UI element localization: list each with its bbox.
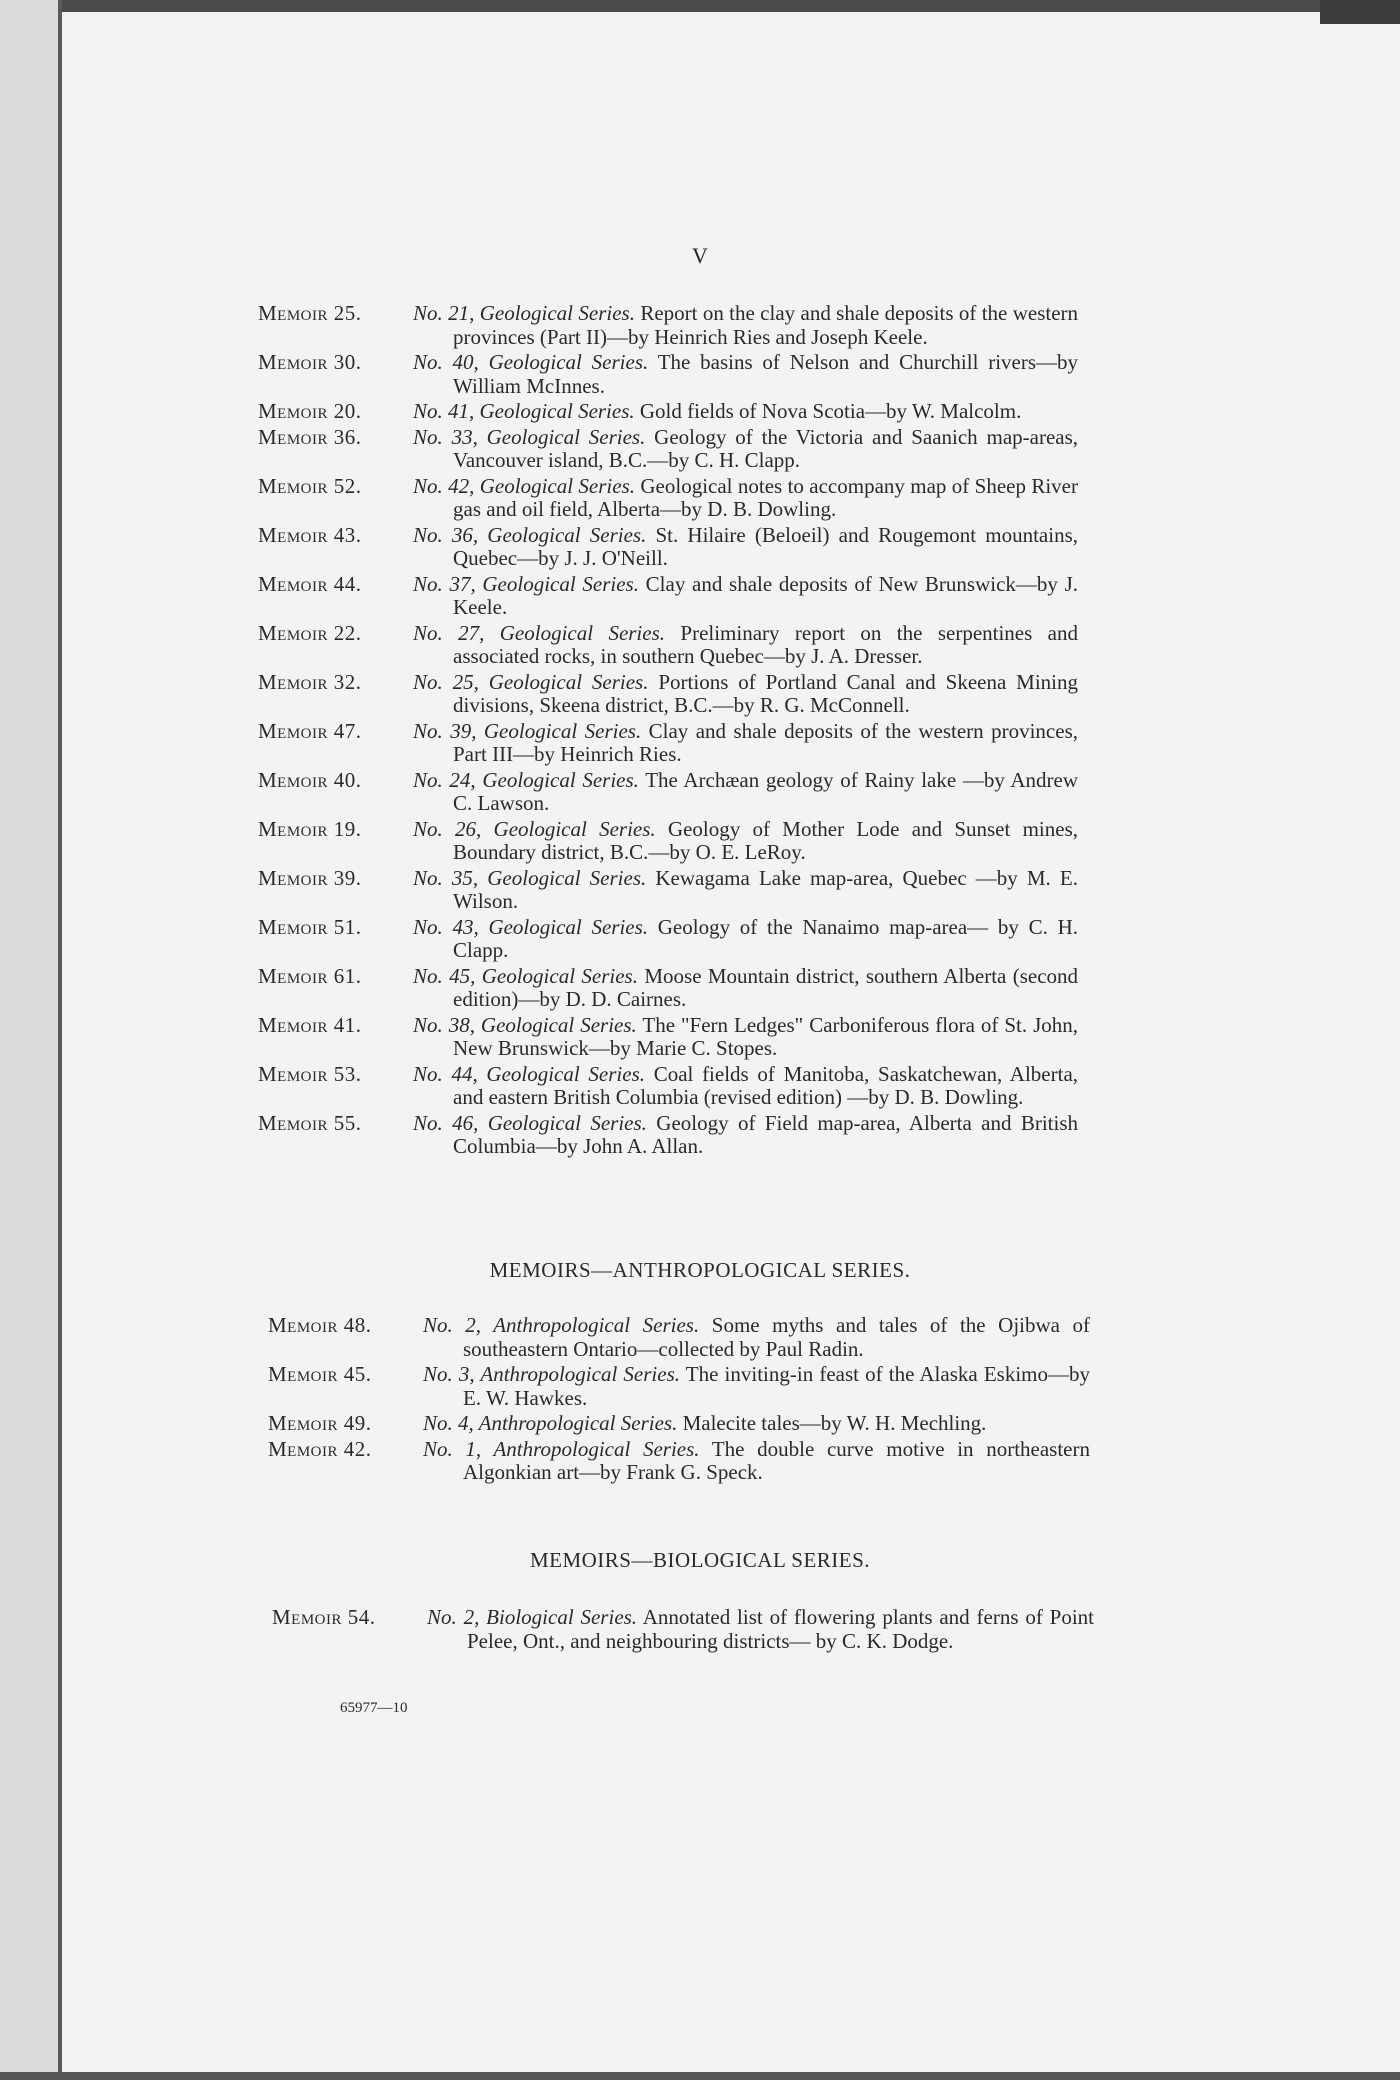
print-code: 65977—10 bbox=[340, 1700, 408, 1716]
memoir-description bbox=[413, 1063, 1078, 1110]
memoir-number: Memoir 44. bbox=[258, 571, 362, 596]
memoir-description bbox=[413, 622, 1078, 669]
memoir-title: Moose Mountain district, southern Alberta (second edition)—by D. D. Cairnes. bbox=[453, 963, 1079, 1011]
memoir-description bbox=[427, 1606, 1094, 1653]
memoir-description bbox=[413, 573, 1078, 620]
memoir-number: Memoir 55. bbox=[258, 1110, 362, 1135]
series-number: No. 45, Geological Series. bbox=[413, 963, 638, 988]
memoir-description bbox=[423, 1438, 1090, 1485]
scan-bottom-border bbox=[0, 2072, 1400, 2080]
memoir-description bbox=[413, 671, 1078, 718]
series-number: No. 37, Geological Series. bbox=[413, 571, 639, 596]
memoir-number: Memoir 54. bbox=[272, 1605, 376, 1629]
memoir-entry bbox=[258, 818, 1078, 865]
series-number: No. 42, Geological Series. bbox=[413, 473, 635, 498]
memoir-title: Some myths and tales of the Ojibwa of southeastern Ontario—collected by Paul Radin. bbox=[463, 1313, 1091, 1361]
memoir-number: Memoir 52. bbox=[258, 473, 362, 498]
memoir-description bbox=[413, 769, 1078, 816]
memoir-entry bbox=[258, 965, 1078, 1012]
memoir-title: Geological notes to accompany map of Sheep River gas and oil field, Alberta—by D. B. Dowling. bbox=[453, 473, 1078, 521]
scan-top-border bbox=[0, 0, 1400, 12]
memoir-number: Memoir 36. bbox=[258, 424, 362, 449]
memoir-entry bbox=[258, 1063, 1078, 1110]
memoir-title: Preliminary report on the serpentines and associated rocks, in southern Quebec—by J. A. Dresser. bbox=[453, 620, 1078, 668]
memoir-description bbox=[413, 426, 1078, 473]
memoir-entry bbox=[258, 720, 1078, 767]
memoir-title: The inviting-in feast of the Alaska Eskimo—by E. W. Hawkes. bbox=[463, 1362, 1091, 1410]
memoir-title: Gold fields of Nova Scotia—by W. Malcolm. bbox=[639, 399, 1022, 423]
biological-series-heading: MEMOIRS—BIOLOGICAL SERIES. bbox=[529, 1548, 871, 1572]
memoir-number: Memoir 61. bbox=[258, 963, 362, 988]
memoir-entry bbox=[272, 1606, 1094, 1653]
series-number: No. 40, Geological Series. bbox=[413, 350, 649, 374]
scan-left-margin bbox=[0, 0, 58, 2080]
series-number: No. 46, Geological Series. bbox=[413, 1110, 647, 1135]
memoir-title: Clay and shale deposits of New Brunswick—by J. Keele. bbox=[453, 571, 1079, 619]
memoir-number: Memoir 53. bbox=[258, 1061, 362, 1086]
memoir-title: Annotated list of flowering plants and ferns of Point Pelee, Ont., and neighbouring districts— by C. K. Dodge. bbox=[467, 1605, 1094, 1653]
page-number: V bbox=[692, 243, 708, 268]
memoir-entry bbox=[268, 1412, 1090, 1436]
memoir-entry bbox=[258, 1014, 1078, 1061]
memoir-title: Clay and shale deposits of the western provinces, Part III—by Heinrich Ries. bbox=[453, 718, 1078, 766]
memoir-entry bbox=[258, 524, 1078, 571]
memoir-number: Memoir 30. bbox=[258, 350, 362, 374]
memoir-description bbox=[413, 524, 1078, 571]
memoir-number: Memoir 40. bbox=[258, 767, 362, 792]
series-number: No. 41, Geological Series. bbox=[413, 399, 635, 423]
scan-binding-line bbox=[58, 0, 62, 2080]
series-number: No. 24, Geological Series. bbox=[413, 767, 639, 792]
series-number: No. 3, Anthropological Series. bbox=[423, 1362, 680, 1386]
memoir-entry bbox=[258, 475, 1078, 522]
memoir-entry bbox=[258, 573, 1078, 620]
memoir-number: Memoir 49. bbox=[268, 1411, 372, 1435]
memoir-title: Geology of Field map-area, Alberta and British Columbia—by John A. Allan. bbox=[453, 1110, 1079, 1158]
memoir-description bbox=[423, 1412, 1090, 1436]
memoir-description bbox=[413, 400, 1078, 424]
memoir-description bbox=[423, 1363, 1090, 1410]
series-number: No. 26, Geological Series. bbox=[413, 816, 656, 841]
memoir-title: Geology of the Nanaimo map-area— by C. H. Clapp. bbox=[453, 914, 1078, 962]
series-number: No. 39, Geological Series. bbox=[413, 718, 642, 743]
memoir-description bbox=[413, 475, 1078, 522]
series-number: No. 33, Geological Series. bbox=[413, 424, 646, 449]
memoir-entry bbox=[258, 400, 1078, 424]
memoir-number: Memoir 42. bbox=[268, 1436, 372, 1461]
series-number: No. 2, Anthropological Series. bbox=[423, 1313, 700, 1337]
series-number: No. 27, Geological Series. bbox=[413, 620, 666, 645]
memoir-number: Memoir 47. bbox=[258, 718, 362, 743]
memoir-entry bbox=[268, 1314, 1090, 1361]
series-number: No. 43, Geological Series. bbox=[413, 914, 649, 939]
memoir-entry bbox=[258, 769, 1078, 816]
memoir-title: The basins of Nelson and Churchill rivers—by William McInnes. bbox=[453, 350, 1079, 398]
memoir-entry bbox=[258, 426, 1078, 473]
series-number: No. 4, Anthropological Series. bbox=[423, 1411, 678, 1435]
memoir-description bbox=[423, 1314, 1090, 1361]
memoir-description bbox=[413, 818, 1078, 865]
memoir-entry bbox=[258, 867, 1078, 914]
memoir-title: The "Fern Ledges" Carboniferous flora of St. John, New Brunswick—by Marie C. Stopes. bbox=[453, 1012, 1078, 1060]
series-number: No. 44, Geological Series. bbox=[413, 1061, 645, 1086]
memoir-description bbox=[413, 1014, 1078, 1061]
memoir-title: The double curve motive in northeastern Algonkian art—by Frank G. Speck. bbox=[463, 1436, 1090, 1484]
memoir-number: Memoir 43. bbox=[258, 522, 362, 547]
memoir-entry bbox=[258, 1112, 1078, 1159]
memoir-number: Memoir 32. bbox=[258, 669, 362, 694]
memoir-number: Memoir 25. bbox=[258, 301, 362, 325]
memoir-number: Memoir 19. bbox=[258, 816, 362, 841]
series-number: No. 25, Geological Series. bbox=[413, 669, 649, 694]
anthropological-series-list bbox=[268, 1314, 1090, 1487]
biological-series-list bbox=[272, 1606, 1094, 1655]
series-number: No. 1, Anthropological Series. bbox=[423, 1436, 700, 1461]
series-number: No. 21, Geological Series. bbox=[413, 301, 635, 325]
memoir-entry bbox=[258, 671, 1078, 718]
memoir-description bbox=[413, 916, 1078, 963]
series-number: No. 35, Geological Series. bbox=[413, 865, 647, 890]
memoir-entry bbox=[268, 1438, 1090, 1485]
memoir-title: Report on the clay and shale deposits of the western provinces (Part II)—by Heinrich Ries and Joseph Keele. bbox=[453, 301, 1079, 349]
series-number: No. 36, Geological Series. bbox=[413, 522, 647, 547]
memoir-description bbox=[413, 1112, 1078, 1159]
memoir-description bbox=[413, 867, 1078, 914]
memoir-entry bbox=[258, 302, 1078, 349]
memoir-description bbox=[413, 351, 1078, 398]
memoir-title: Portions of Portland Canal and Skeena Mining divisions, Skeena district, B.C.—by R. G. McConnell. bbox=[453, 669, 1078, 717]
memoir-title: The Archæan geology of Rainy lake —by Andrew C. Lawson. bbox=[453, 767, 1079, 815]
series-number: No. 2, Biological Series. bbox=[427, 1605, 638, 1629]
memoir-number: Memoir 41. bbox=[258, 1012, 362, 1037]
series-number: No. 38, Geological Series. bbox=[413, 1012, 637, 1037]
memoir-entry bbox=[268, 1363, 1090, 1410]
memoir-title: Kewagama Lake map-area, Quebec —by M. E. Wilson. bbox=[453, 865, 1078, 913]
memoir-entry bbox=[258, 351, 1078, 398]
memoir-number: Memoir 20. bbox=[258, 399, 362, 423]
memoir-description bbox=[413, 965, 1078, 1012]
anthropological-series-heading: MEMOIRS—ANTHROPOLOGICAL SERIES. bbox=[489, 1258, 911, 1282]
memoir-entry bbox=[258, 622, 1078, 669]
memoir-entry bbox=[258, 916, 1078, 963]
memoir-number: Memoir 51. bbox=[258, 914, 362, 939]
memoir-number: Memoir 22. bbox=[258, 620, 362, 645]
memoir-title: Coal fields of Manitoba, Saskatchewan, Alberta, and eastern British Columbia (revised edition) —by D. B. Dowling. bbox=[453, 1061, 1079, 1109]
memoir-number: Memoir 39. bbox=[258, 865, 362, 890]
geological-series-list bbox=[258, 302, 1078, 1161]
memoir-title: Malecite tales—by W. H. Mechling. bbox=[682, 1411, 987, 1435]
memoir-number: Memoir 48. bbox=[268, 1313, 372, 1337]
memoir-title: Geology of Mother Lode and Sunset mines, Boundary district, B.C.—by O. E. LeRoy. bbox=[453, 816, 1079, 864]
memoir-title: Geology of the Victoria and Saanich map-areas, Vancouver island, B.C.—by C. H. Clapp. bbox=[453, 424, 1079, 472]
scan-top-right-mark bbox=[1320, 0, 1400, 24]
memoir-title: St. Hilaire (Beloeil) and Rougemont mountains, Quebec—by J. J. O'Neill. bbox=[453, 522, 1079, 570]
memoir-description bbox=[413, 720, 1078, 767]
memoir-number: Memoir 45. bbox=[268, 1362, 372, 1386]
memoir-description bbox=[413, 302, 1078, 349]
